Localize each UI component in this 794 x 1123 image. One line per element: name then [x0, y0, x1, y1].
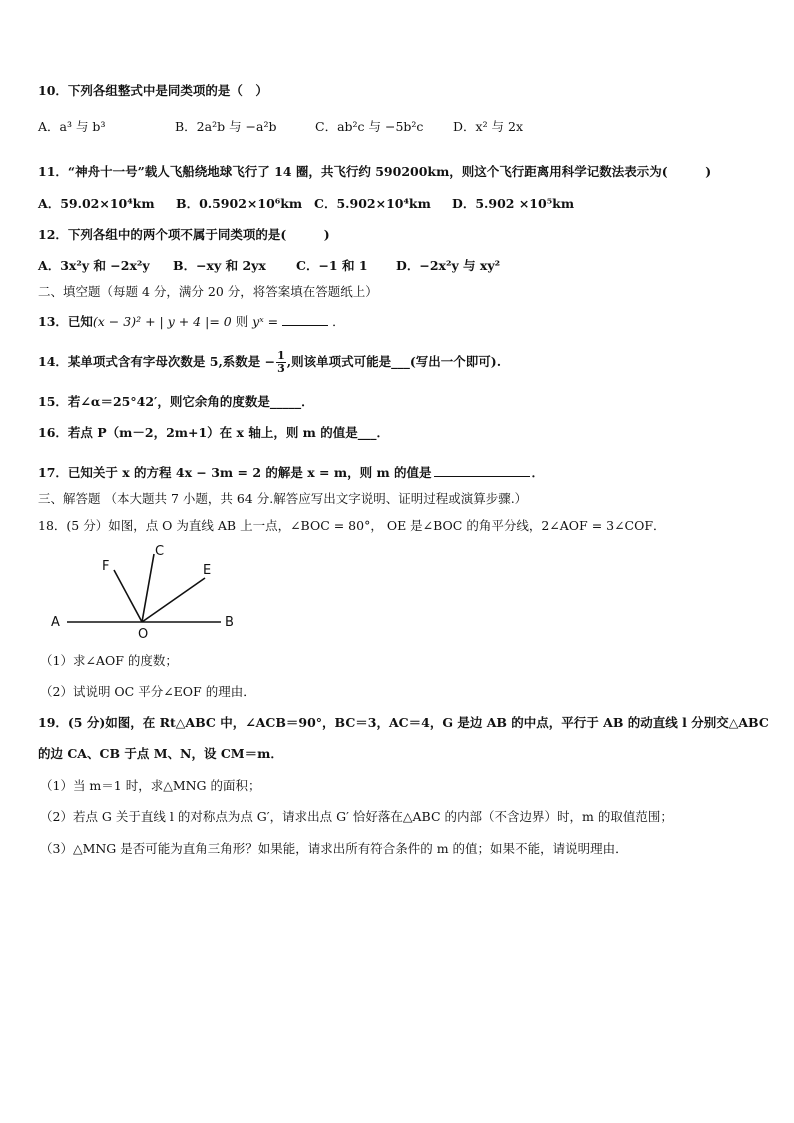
q12-option-b: B．−xy 和 2yx [173, 258, 266, 273]
q12-options [38, 257, 500, 275]
q17-suffix: ． [531, 465, 545, 480]
q14-numerator: 1 [277, 349, 285, 362]
q12-option-c: C．−1 和 1 [296, 258, 368, 273]
q11-option-c: C．5.902×10⁴km [314, 196, 431, 211]
q13-suffix: ． [332, 314, 345, 329]
q19-sub1: （1）当 m＝1 时，求△MNG 的面积； [40, 778, 261, 793]
q19-stem-line2: 的边 CA、CB 于点 M、N，设 CM＝m． [38, 746, 283, 761]
ray-of [114, 570, 142, 622]
q11-option-a: A．59.02×10⁴km [38, 196, 155, 211]
label-a: A [51, 615, 60, 630]
q10-option-b: B．2a²b 与 −a²b [175, 119, 277, 134]
section-2-heading: 二、填空题（每题 4 分，满分 20 分，将答案填在答题纸上） [38, 284, 378, 299]
q10-stem: 10．下列各组整式中是同类项的是（ ） [38, 83, 268, 98]
section-3-heading: 三、解答题 （本大题共 7 小题，共 64 分.解答应写出文字说明、证明过程或演算步骤.） [38, 491, 528, 506]
q17-answer-blank [434, 464, 530, 477]
q14-fraction [276, 350, 286, 375]
q14-denominator: 3 [277, 362, 285, 375]
ray-oc [142, 554, 154, 622]
q10-options [38, 118, 523, 136]
q11-option-b: B．0.5902×10⁶km [176, 196, 303, 211]
q18-figure [45, 540, 255, 640]
q12-option-d: D．−2x²y 与 xy² [396, 258, 501, 273]
q14-suffix: ,则该单项式可能是___(写出一个即可). [286, 354, 502, 369]
label-f: F [102, 559, 110, 574]
q13 [38, 313, 345, 331]
q17-prefix: 17．已知关于 x 的方程 4x − 3m = 2 的解是 x = m，则 m 的值是 [38, 465, 432, 480]
q18-sub2: （2）试说明 OC 平分∠EOF 的理由． [40, 684, 256, 699]
q19-sub3: （3）△MNG 是否可能为直角三角形？如果能，请求出所有符合条件的 m 的值；如果不能，请说明理由． [40, 841, 628, 856]
q10-option-a: A．a³ 与 b³ [38, 119, 106, 134]
label-o: O [138, 627, 149, 640]
q11-stem: 11．“神舟十一号”载人飞船绕地球飞行了 14 圈，共飞行约 590200km，则这个飞行距离用科学记数法表示为( ) [38, 164, 712, 179]
q11-option-d: D．5.902 ×10⁵km [452, 196, 575, 211]
label-e: E [203, 563, 212, 578]
q13-answer-blank [282, 313, 328, 326]
q13-mid: 则 [231, 314, 253, 329]
q10-option-d: D．x² 与 2x [453, 119, 524, 134]
q18-sub1: （1）求∠AOF 的度数； [40, 653, 178, 668]
label-c: C [155, 544, 165, 559]
q11-options [38, 195, 574, 213]
q19-stem-line1: 19．(5 分)如图，在 Rt△ABC 中，∠ACB＝90°，BC＝3，AC＝4，G 是边 AB 的中点，平行于 AB 的动直线 l 分别交△ABC [38, 715, 769, 730]
ray-oe [142, 578, 205, 622]
q13-prefix: 13．已知 [38, 314, 93, 329]
q18-stem: 18．(5 分）如图，点 O 为直线 AB 上一点，∠BOC = 80°， OE 是∠BOC 的角平分线，2∠AOF = 3∠COF． [38, 518, 666, 533]
q10-option-c: C．ab²c 与 −5b²c [315, 119, 424, 134]
q14 [38, 350, 501, 375]
q14-prefix: 14．某单项式含有字母次数是 5,系数是 − [38, 354, 276, 369]
q19-sub2: （2）若点 G 关于直线 l 的对称点为点 G′，请求出点 G′ 恰好落在△ABC 的内部（不含边界）时，m 的取值范围； [40, 809, 673, 824]
q15: 15．若∠α＝25°42′，则它余角的度数是_____． [38, 394, 314, 409]
q12-option-a: A．3x²y 和 −2x²y [38, 258, 150, 273]
q12-stem: 12．下列各组中的两个项不属于同类项的是( ) [38, 227, 330, 242]
q16: 16．若点 P（m－2，2m+1）在 x 轴上，则 m 的值是___． [38, 425, 390, 440]
q13-target: yˣ = [252, 314, 279, 329]
q17 [38, 464, 544, 482]
label-b: B [225, 615, 234, 630]
q13-expression: (x − 3)² + | y + 4 |= 0 [92, 314, 232, 329]
